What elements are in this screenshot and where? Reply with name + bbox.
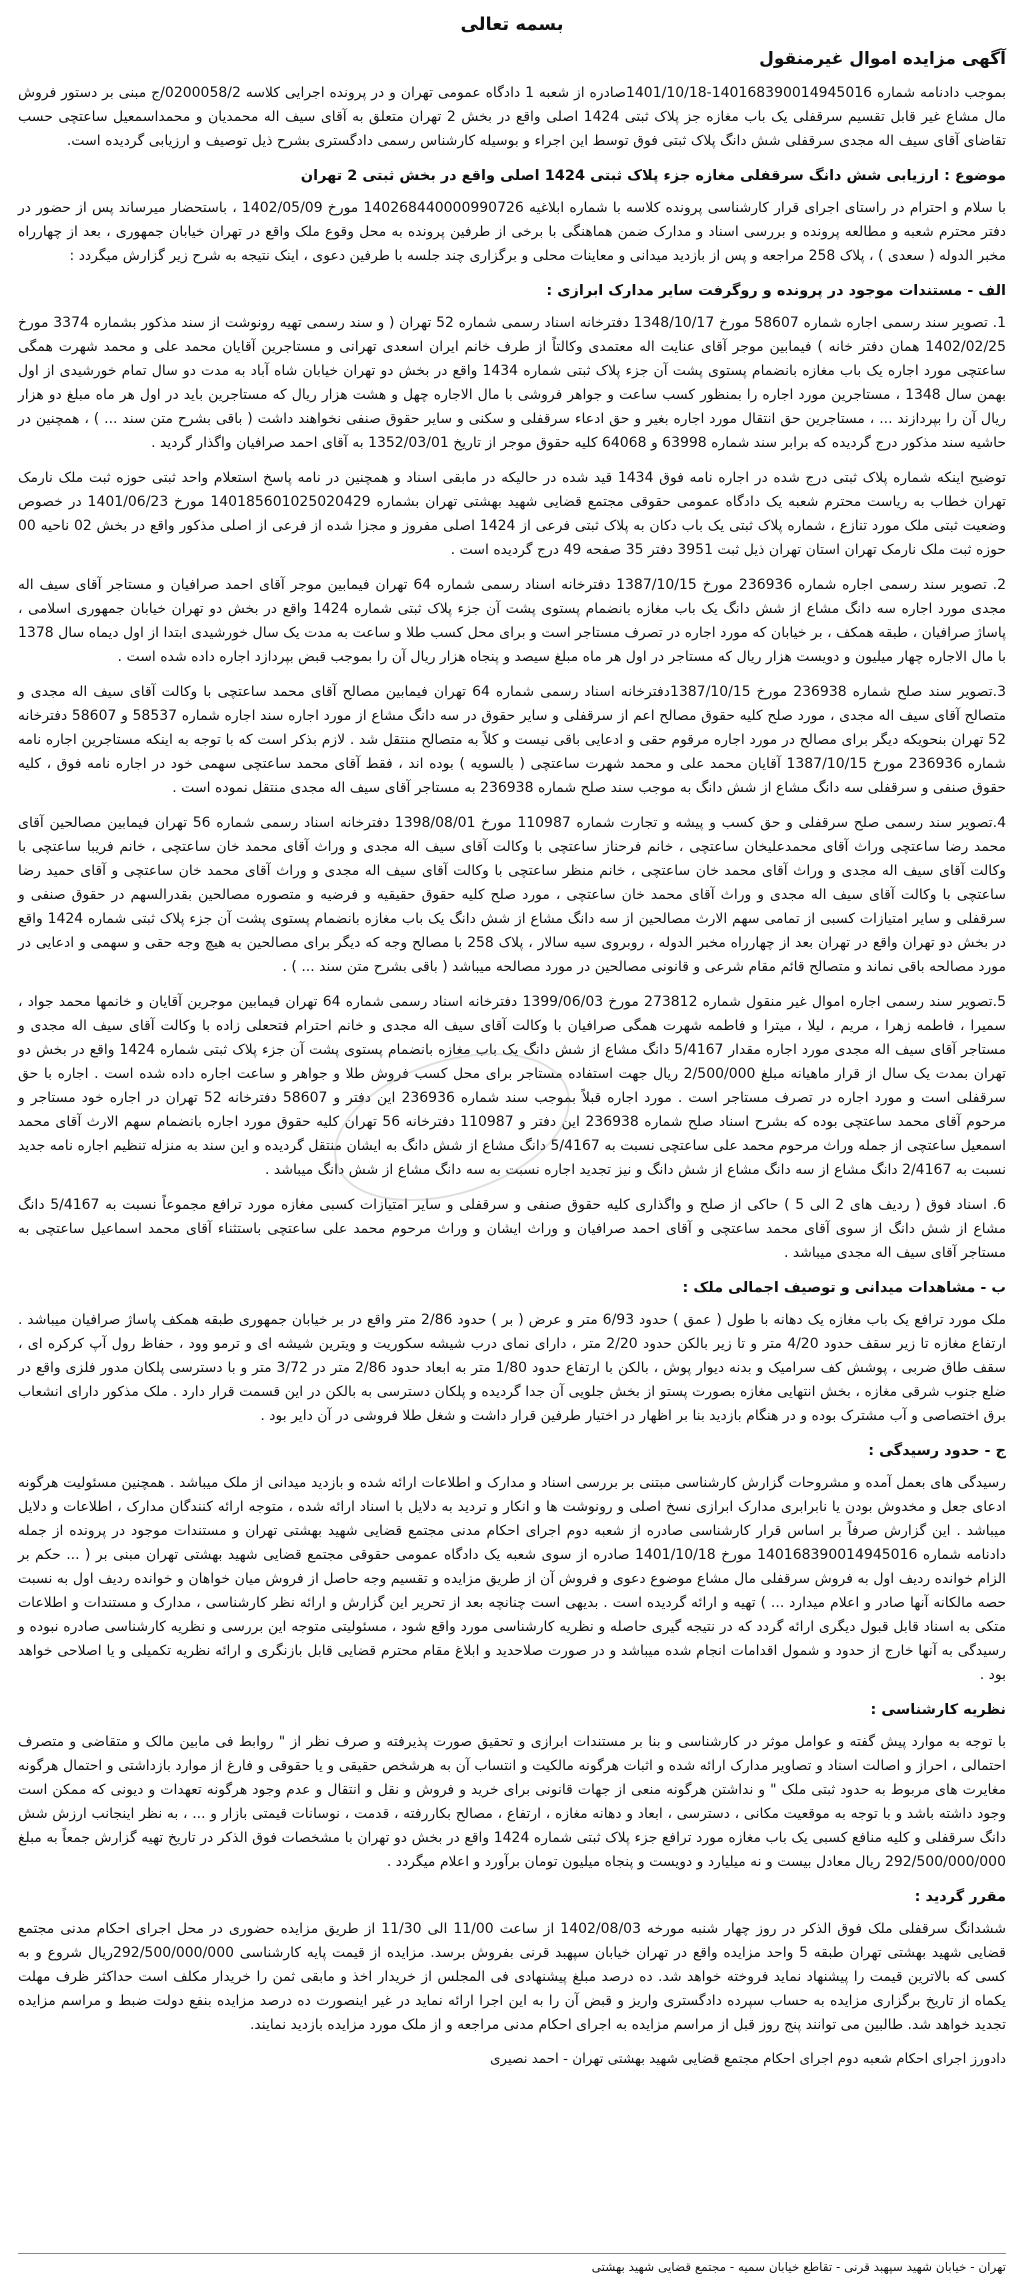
expert-opinion-text: با توجه به موارد پیش گفته و عوامل موثر در کارشناسی و بنا بر مستندات ابرازی و تحقیق صورت پذیرفته و صرف نظر از " روابط فی مابین مالک و متقاضی و متصرف احتمالی ، احراز و اصالت اسناد و تصاویر مدارک ارائه شده و اثبات هرگونه مالکیت و انتساب آن به هرشخص حقیقی و یا حقوقی و فارغ از موارد بازداشتی و احتمال هرگونه مغایرت های مربوط به حدود ثبتی ملک " و نداشتن هرگونه منعی از جهات قانونی برای خرید و فروش و نقل و انتقال و عدم وجود هرگونه تعهدات و دیونی که ممکن است وجود داشته باشد و با توجه به موقعیت مکانی ، دسترسی ، ابعاد و دهانه مغازه ، ارتفاع ، مصالح بکاررفته ، قدمت ، نوسانات قیمتی بازار و ... ، به نظر اینجانب ارزش شش دانگ سرقفلی و کلیه منافع کسبی یک باب مغازه مورد ترافع جزء پلاک ثبتی شماره 1424 واقع در بخش دو تهران با مشخصات فوق الذکر در تاریخ تهیه گزارش جمعاً به مبلغ 292/500/000/000 ریال معادل بیست و نه میلیارد و دویست و پنجاه میلیون تومان برآورد و اعلام میگردد . <box>18 1734 1007 1870</box>
expert-opinion-heading: نظریه کارشناسی : <box>870 1702 1006 1718</box>
item-4: 4.تصویر سند رسمی صلح سرقفلی و حق کسب و پیشه و تجارت شماره 110987 مورخ 1398/08/01 دفترخانه اسناد رسمی شماره 56 تهران فیمابین مصالحین آقای محمد رضا ساعتچی وراث آقای محمدعلیخان ساعتچی ، خانم فرحناز ساعتچی با وکالت آقای سیف اله مجدی و وراث آقای محمد خان ساعتچی ، خانم فریبا ساعتچی با وکالت آقای سیف اله مجدی و وراث آقای محمد خان ساعتچی ، خانم منظر ساعتچی با وکالت آقای سیف اله مجدی و وراث آقای محمد خان ساعتچی و آقای حمید رضا ساعتچی با وکالت آقای سیف اله مجدی و وراث آقای محمد خان ساعتچی ، مورد صلح کلیه حقوق حقیقیه و فرضیه و متصوره مصالحین بقدرالسهم در حقوق صنفی و سرقفلی و سایر امتیازات کسبی از تمامی سهم الارث مصالحین از سه دانگ مشاع از شش دانگ یک باب مغازه بانضمام پستوی پشت آن جزء پلاک ثبتی شماره 1424 واقع در بخش دو تهران واقع در تهران بعد از چهارراه مخبر الدوله ، روبروی سیه سالار ، پلاک 258 با مصالح وجه که دیگر برای مصالحین به هیچ وجه حقی و سهمی و ادعایی در مورد مصالحه باقی نماند و متصالح قائم مقام شرعی و قانونی مصالحین در مورد مصالحه میباشد ( باقی بشرح متن سند ... ) . <box>18 815 1006 975</box>
section-alef-heading: الف - مستندات موجود در پرونده و روگرفت سایر مدارک ابرازی : <box>546 283 1006 299</box>
item-1-note: توضیح اینکه شماره پلاک ثبتی درج شده در اجاره نامه فوق 1434 قید شده در حالیکه در مابقی اسناد و همچنین در نامه پاسخ استعلام واحد ثبتی حوزه ثبت ملک نارمک تهران خطاب به ریاست محترم شعبه یک دادگاه عمومی حقوقی مجتمع قضایی شهید بهشتی تهران بشماره 140185601025020429 مورخ 1401/06/23 در خصوص وضعیت ثبتی ملک مورد تنازع ، شماره پلاک ثبتی یک باب دکان به پلاک ثبتی فرعی از 1424 اصلی مفروز و مجزا شده از فرعی از اصلی مذکور واقع در بخش 02 ناحیه 00 حوزه ثبت ملک نارمک تهران استان تهران ذیل ثبت 3951 دفتر 35 صفحه 49 درج گردیده است . <box>18 470 1007 558</box>
section-jim-heading: ج - حدود رسیدگی : <box>868 1443 1006 1459</box>
section-jim-text: رسیدگی های بعمل آمده و مشروحات گزارش کارشناسی مبتنی بر بررسی اسناد و مدارک و اطلاعات ارائه شده و بازدید میدانی از ملک میباشد . همچنین مسئولیت هرگونه ادعای جعل و مخدوش بودن یا نابرابری مدارک ابرازی نسخ اصلی و رونوشت ها و انکار و تردید به دلایل با اسناد ارائه شده ، متوجه ارائه کنندگان مدارک ، اطلاعات و دلایل میباشد . این گزارش صرفاً بر اساس قرار کارشناسی صادره از شعبه دوم اجرای احکام مدنی مجتمع قضایی شهید بهشتی تهران و مستندات موجود در پرونده از جمله دادنامه شماره 140168390014945016 مورخ 1401/10/18 صادره از سوی شعبه یک دادگاه عمومی حقوقی مجتمع قضایی شهید بهشتی تهران مبنی بر ( ... حکم بر الزام خوانده ردیف اول به فروش سرقفلی مال مشاع موضوع دعوی و فروش آن از طریق مزایده و تقسیم وجه حاصل از فروش میان خواهان و خوانده ردیف اول به نسبت حصه مالکانه آنها صادر و اعلام میدارد ... ) تهیه و ارائه گردیده است . بدیهی است چنانچه بعد از تحریر این گزارش و ارائه نظر کارشناسی ، مدارک و مستندات و اطلاعات متکی به اسناد قابل قبول دیگری ارائه گردد که در نتیجه گیری حاصله و نظریه کارشناسی مورد واقع شود ، مسئولیتی متوجه این بررسی و نظریه کارشناسی صادره نبوده و رسیدگی به آنها خارج از حدود و شمول اقدامات انجام شده میباشد و در صورت صلاحدید و ابلاغ مقام محترم قضایی قابل بازنگری و ارائه نظریه تکمیلی و یا اصلاحی خواهد بود . <box>18 1475 1006 1683</box>
greeting-paragraph: با سلام و احترام در راستای اجرای قرار کارشناسی پرونده کلاسه با شماره ابلاغیه 140268440000990726 مورخ 1402/05/09 ، باستحضار میرساند پس از حضور در دفتر محترم شعبه و مطالعه پرونده و بررسی اسناد و مدارک ضمن هماهنگی با برخی از طرفین پرونده به محل وقوع ملک واقع در تهران خیابان جمهوری ، بعد از چهارراه مخبر الدوله ( سعدی ) ، پلاک 258 مراجعه و پس از بازدید میدانی و معاینات محلی و برگزاری چند جلسه با طرفین دعوی ، اینک نتیجه به شرح زیر گزارش میگردد : <box>18 200 1007 264</box>
intro-paragraph: بموجب دادنامه شماره 140168390014945016-1401/10/18صادره از شعبه 1 دادگاه عمومی تهران و در پرونده اجرایی کلاسه 0200058/2/ج مبنی بر دستور فروش مال مشاع غیر قابل تقسیم سرقفلی یک باب مغازه جز پلاک ثبتی 1424 اصلی واقع در بخش 2 تهران متعلق به آقای سیف اله محمدیان و محمداسمعیل ساعتچی حسب تقاضای آقای سیف اله مجدی سرقفلی شش دانگ پلاک ثبتی فوق توسط این اجراء و بوسیله کارشناس رسمی دادگستری بشرح ذیل توصیف و ارزیابی گردیده است. <box>18 85 1007 149</box>
subject-line: موضوع : ارزیابی شش دانگ سرقفلی مغازه جزء پلاک ثبتی 1424 اصلی واقع در بخش ثبتی 2 تهران <box>300 168 1006 184</box>
item-5: 5.تصویر سند رسمی اجاره اموال غیر منقول شماره 273812 مورخ 1399/06/03 دفترخانه اسناد رسمی شماره 64 تهران فیمابین موجرین آقایان و خانمها محمد جواد ، سمیرا ، فاطمه زهرا ، مریم ، لیلا ، میترا و فاطمه شهرت همگی صرافیان با وکالت آقای سیف اله مجدی و خانم احترام فتحعلی زاده با وکالت آقای سیف اله مجدی و مستاجر آقای سیف اله مجدی مورد اجاره مقدار 5/4167 دانگ مشاع از شش دانگ یک باب مغازه بانضمام پستوی پشت آن جزء پلاک ثبتی شماره 1424 واقع در بخش دو تهران بمدت یک سال از قرار ماهیانه مبلغ 2/500/000 ریال جهت استفاده مستاجر برای محل کسب فروش طلا و جواهر و ساعت اجاره داده شده است . اجاره با حق سرقفلی است و مورد اجاره در تصرف مستاجر است . مورد اجاره قبلاً بموجب سند شماره 236936 این دفتر و 58607 دفترخانه 52 تهران در اجاره خود مستاجر و مرحوم آقای محمد ساعتچی بوده که بشرح اسناد صلح شماره 236938 این دفتر و 110987 دفترخانه 56 تهران کلیه حقوق مورد اجاره بانضمام سهم الارث آقای محمد اسمعیل ساعتچی از جمله وراث مرحوم محمد علی ساعتچی نسبت به 5/4167 دانگ مشاع از شش دانگ به ایشان منتقل گردیده و این سند به منزله تنظیم اجاره نامه جدید نسبت به 2/4167 دانگ مشاع از سه دانگ مشاع از شش دانگ و نیز تجدید اجاره نسبت به سه دانگ مشاع از شش دانگ میباشد . <box>18 994 1007 1178</box>
notice-title: آگهی مزایده اموال غیرمنقول <box>759 49 1006 69</box>
decree-heading: مقرر گردید : <box>914 1889 1006 1905</box>
section-be-heading: ب - مشاهدات میدانی و توصیف اجمالی ملک : <box>682 1280 1006 1296</box>
decree-text: ششدانگ سرقفلی ملک فوق الذکر در روز چهار شنبه مورخه 1402/08/03 از ساعت 11/00 الی 11/30 از طریق مزایده حضوری در محل اجرای احکام مدنی مجتمع قضایی شهید بهشتی تهران طبقه 5 واحد مزایده واقع در تهران خیابان سپهبد قرنی بفروش برسد. مزایده از قیمت پایه کارشناسی 292/500/000/000ریال شروع و به کسی که بالاترین قیمت را پیشنهاد نماید فروخته خواهد شد. ده درصد مبلغ پیشنهادی فی المجلس از خریدار اخذ و مابقی ثمن را خریدار مکلف است حداکثر ظرف مهلت یکماه از تاریخ برگزاری مزایده به حساب سپرده دادگستری واریز و قبض آن را به این اجرا ارائه نماید در غیر اینصورت ده درصد مزایده بنفع دولت ضبط و مراسم مزایده تجدید خواهد شد. طالبین می توانند پنج روز قبل از مراسم مزایده به اجرای احکام مدنی مراجعه و از ملک مورد مزایده بازدید نمایند. <box>18 1921 1006 2033</box>
section-be-text: ملک مورد ترافع یک باب مغازه یک دهانه با طول ( عمق ) حدود 6/93 متر و عرض ( بر ) حدود 2/86 متر واقع در بر خیابان جمهوری طبقه همکف پاساژ صرافیان میباشد . ارتفاع مغازه تا زیر سقف حدود 4/20 متر و تا زیر بالکن حدود 2/20 متر ، دارای نمای درب شیشه سکوریت و ویترین شیشه ای و ترمو وود ، حفاظ رول آپ کرکره ای ، سقف طاق ضربی ، پوشش کف سرامیک و بدنه دیوار پوش ، بالکن با ارتفاع حدود 1/80 متر به ابعاد حدود 2/86 متر در 3/72 متر و با دسترسی پلکان مدور فلزی واقع در ضلع جنوب شرقی مغازه ، بخش انتهایی مغازه بصورت پستو از بخش جلویی آن جدا گردیده و پلکان دسترسی به بالکن در این قسمت قرار دارد . ملک مذکور دارای انشعاب برق اختصاصی و آب مشترک بوده و در هنگام بازدید بنا بر اظهار در اختیار طرفین قرار داشت و شغل طلا فروشی در آن دایر بود . <box>18 1312 1007 1424</box>
address-footer: تهران - خیابان شهید سپهبد قرنی - تقاطع خیابان سمیه - مجتمع قضایی شهید بهشتی <box>18 2253 1006 2276</box>
signature-line: دادورز اجرای احکام شعبه دوم اجرای احکام مجتمع قضایی شهید بهشتی تهران - احمد نصیری <box>489 2051 1006 2067</box>
item-2: 2. تصویر سند رسمی اجاره شماره 236936 مورخ 1387/10/15 دفترخانه اسناد رسمی شماره 64 تهران فیمابین موجر آقای احمد صرافیان و مستاجر آقای سیف اله مجدی مورد اجاره سه دانگ مشاع از شش دانگ یک باب مغازه بانضمام پستوی پشت آن جزء پلاک ثبتی شماره 1424 واقع در بخش دو تهران خیابان جمهوری اسلامی ، پاساژ صرافیان ، طبقه همکف ، بر خیابان که مورد اجاره در تصرف مستاجر است و برای محل کسب طلا و ساعت به مدت یک سال خورشیدی ابتدا از اول دیماه سال 1378 با مال الاجاره چهار میلیون و دویست هزار ریال که مستاجر در اول هر ماه مبلغ سیصد و پنجاه هزار ریال آن را بموجب قبض بپردازد اجاره داده شده است . <box>18 577 1007 665</box>
item-3: 3.تصویر سند صلح شماره 236938 مورخ 1387/10/15دفترخانه اسناد رسمی شماره 64 تهران فیمابین مصالح آقای محمد ساعتچی با وکالت آقای سیف اله مجدی و متصالح آقای سیف اله مجدی ، مورد صلح کلیه حقوق مصالح اعم از سرقفلی و سایر حقوق در سه دانگ مشاع از مورد اجاره سند اجاره شماره 58537 و 58607 دفترخانه 52 تهران بنحویکه دیگر برای مصالح در مورد اجاره مرقوم حقی و ادعایی باقی نیست و کلاً به متصالح منتقل شد . لازم بذکر است که با توجه به اینکه مستاجرین اجاره نامه شماره 236936 مورخ 1387/10/15 آقایان محمد علی و محمد شهرت ساعتچی ( بالسویه ) بوده اند ، فقط آقای محمد ساعتچی سهمی خود در اجاره نامه فوق ، کلیه حقوق صنفی و سرقفلی سه دانگ مشاع از شش دانگ به موجب سند صلح شماره 236938 به مستاجر آقای سیف اله مجدی منتقل نموده است . <box>18 684 1006 796</box>
bismillah-header: بسمه تعالی <box>460 14 564 35</box>
item-1: 1. تصویر سند رسمی اجاره شماره 58607 مورخ 1348/10/17 دفترخانه اسناد رسمی شماره 52 تهران ( و سند رسمی تهیه رونوشت از سند مذکور بشماره 3374 مورخ 1402/02/25 همان دفتر خانه ) فیمابین موجر آقای عنایت اله معتمدی وکالتاً از طرف خانم ایران اسعدی تهرانی و مستاجرین آقایان محمد علی و محمد شهرت همگی ساعتچی مورد اجاره یک باب مغازه بانضمام پستوی پشت آن جزء پلاک ثبتی شماره 1434 واقع در بخش دو تهران خیابان شاه آباد به مدت دو سال تمام خورشیدی از اول بهمن سال 1348 ، مستاجرین مورد اجاره را بمنظور کسب ساعت و جواهر فروشی با مال الاجاره چهل و هشت هزار ریال که مستاجرین باید در اول هر ماه مبلغ دو هزار ریال آن را بپردازند ... ، مستاجرین حق انتقال مورد اجاره بغیر و حق ادعاء سرقفلی و سکنی و سایر حقوق صنفی نخواهند داشت ( باقی بشرح متن سند ... ) ، همچنین در حاشیه سند مذکور درج گردیده که برابر سند شماره 63998 و 64068 کلیه حقوق موجر از تاریخ 1352/03/01 به آقای احمد صرافیان واگذار گردید . <box>18 315 1007 451</box>
item-6: 6. اسناد فوق ( ردیف های 2 الی 5 ) حاکی از صلح و واگذاری کلیه حقوق صنفی و سرقفلی و سایر امتیازات کسبی مغازه مورد ترافع مجموعاً نسبت به 5/4167 دانگ مشاع از شش دانگ از سوی آقای محمد ساعتچی و آقای احمد صرافیان و وراث ایشان و وراث مرحوم محمد علی ساعتچی باستثناء آقای محمد اسماعیل ساعتچی به مستاجر آقای سیف اله مجدی میباشد . <box>18 1197 1006 1261</box>
